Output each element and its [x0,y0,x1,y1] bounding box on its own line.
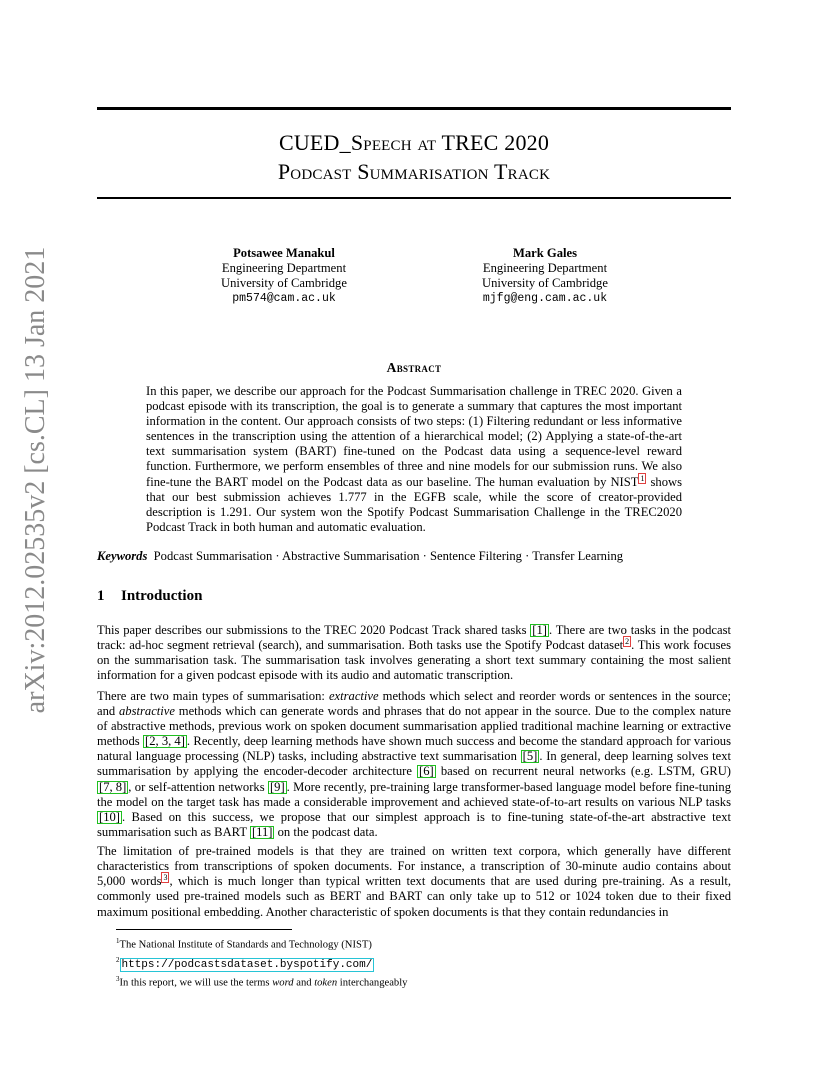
citation-link[interactable]: [5] [522,749,538,764]
footnote-link-3[interactable]: 3 [163,873,168,883]
footnote-rule [116,929,292,930]
text-run: , which is much longer than typical written text documents that are used during pre-training. As a result, commonly used pre-trained models such as BERT and BART can only take up to 512 or 1024 token due to their fixed maximum positional embedding. Another characteristic of spoken documents is that they contain redundancies in [97,874,731,919]
emphasis-text: word [272,977,294,989]
citation-link[interactable]: [6] [419,764,434,779]
footnote-text: interchangeably [337,977,408,989]
footnote-link-2[interactable]: 2 [625,637,630,647]
text-run: There are two main types of summarisation: [97,689,329,703]
text-run: The limitation of pre-trained models is that they are trained on written text corpora, which generally have different characteristics from transcriptions of spoken documents. For instance, a transcription of 30-minute audio contains about 5,000 words [97,844,731,889]
title-top-rule [97,107,731,110]
citation-link[interactable]: [11] [251,824,273,839]
keywords-list: Podcast Summarisation · Abstractive Summarisation · Sentence Filtering · Transfer Learning [153,549,624,563]
citation-link[interactable]: [1] [532,623,547,637]
author-institution: University of Cambridge [221,276,347,290]
author-institution: University of Cambridge [482,276,608,290]
intro-paragraph-3 [97,844,731,920]
title-line-2: Podcast Summarisation Track [277,159,551,184]
section-number: 1 [97,588,105,604]
abstract-text-part: In this paper, we describe our approach for the Podcast Summarisation challenge in TREC 2020. Given a podcast episode with its transcription, the goal is to generate a summary that captures the most important information in the content. Our approach consists of two steps: (1) Filtering redundant or less informative sentences in the transcription using the attention of a hierarchical model; (2) Applying a state-of-the-art text summarisation system (BART) fine-tuned on the Podcast data using a sequence-level reward function. Furthermore, we perform ensembles of three and nine models for our submission runs. We also fine-tune the BART model on the Podcast data as our baseline. The human evaluation by NIST [146,384,682,489]
emphasis-text: extractive [328,689,379,703]
abstract-text [146,384,682,535]
author-email[interactable]: pm574@cam.ac.uk [232,292,336,305]
footnote-2 [116,953,731,972]
footnote-text: In this report, we will use the terms [119,977,273,989]
author-name: Mark Gales [512,246,577,260]
section-title: Introduction [121,588,203,604]
author-block-2 [425,246,665,306]
keywords-line [97,549,737,564]
footnote-mark: 3 [116,975,120,984]
intro-paragraph-2 [97,689,731,840]
paper-title [97,128,731,186]
text-run: , or self-attention networks [128,779,268,794]
author-department: Engineering Department [482,261,608,275]
emphasis-text: abstractive [119,704,175,719]
dataset-url-link[interactable]: https://podcastsdataset.byspotify.com/ [121,958,373,971]
text-run: . There are two tasks in the podcast track: ad-hoc segment retrieval (search), and summarisation. Both tasks use the Spotify Podcast dataset [97,623,731,653]
intro-paragraph-1 [97,623,731,684]
citation-link[interactable]: [9] [269,779,285,794]
keywords-label: Keywords [97,549,148,563]
text-run: This paper describes our submissions to the TREC 2020 Podcast Track shared tasks [97,623,531,637]
citation-link[interactable]: [7, 8] [99,779,127,794]
footnote-text: The National Institute of Standards and Technology (NIST) [119,939,372,951]
section-heading-introduction [97,588,202,605]
abstract-heading: Abstract [386,360,442,375]
footnote-text: and [293,977,315,989]
text-run: based on recurrent neural networks (e.g. LSTM, GRU) [435,764,731,779]
text-run: . In general, deep learning solves text summarisation by applying the encoder-decoder architecture [97,749,732,779]
abstract-text-part: shows that our best submission achieves 1.777 in the EGFB scale, while the score of creator-provided description is 1.291. Our system won the Spotify Podcast Summarisation Challenge in the TREC2020 Podcast Track in both human and automatic evaluation. [146,474,682,535]
text-run: . More recently, pre-training large transformer-based language model before fine-tuning the model on the target task has made a considerable improvement and achieved state-of-to-art results on various NLP tasks [97,779,731,809]
footnote-1 [116,934,731,953]
title-bottom-rule [97,197,731,199]
title-line-1: CUED_Speech at TREC 2020 [278,130,550,155]
text-run: . This work focuses on the summarisation task. The summarisation task involves generating a short text summary containing the most salient information for a given podcast episode with its audio and automatic transcription. [97,638,731,683]
footnote-mark: 1 [116,937,120,945]
footnote-3 [116,972,731,991]
text-run: . Recently, deep learning methods have shown much success and become the standard approach for various natural language processing (NLP) tasks, including abstractive text summarisation [97,734,732,764]
citation-link[interactable]: [2, 3, 4] [145,734,185,749]
footnote-link-1[interactable]: 1 [640,473,645,483]
author-block-1 [164,246,404,306]
text-run: . Based on this success, we propose that our simplest approach is to fine-tuning state-of-the-art abstractive text summarisation such as BART [97,809,731,839]
text-run: methods which can generate words and phrases that do not appear in the source. Due to the complex nature of abstractive methods, previous work on spoken document summarisation applied traditional machine learning or extractive methods [97,704,731,749]
text-run: methods which select and reorder words or sentences in the source; and [97,689,731,719]
footnote-mark: 2 [116,956,120,965]
footnotes [116,934,731,991]
author-name: Potsawee Manakul [233,246,335,260]
author-department: Engineering Department [221,261,347,275]
author-email[interactable]: mjfg@eng.cam.ac.uk [482,292,608,305]
citation-link[interactable]: [10] [99,809,120,824]
text-run: on the podcast data. [274,824,378,839]
arxiv-identifier: arXiv:2012.02535v2 [cs.CL] 13 Jan 2021 [20,246,51,714]
emphasis-text: token [314,977,338,989]
